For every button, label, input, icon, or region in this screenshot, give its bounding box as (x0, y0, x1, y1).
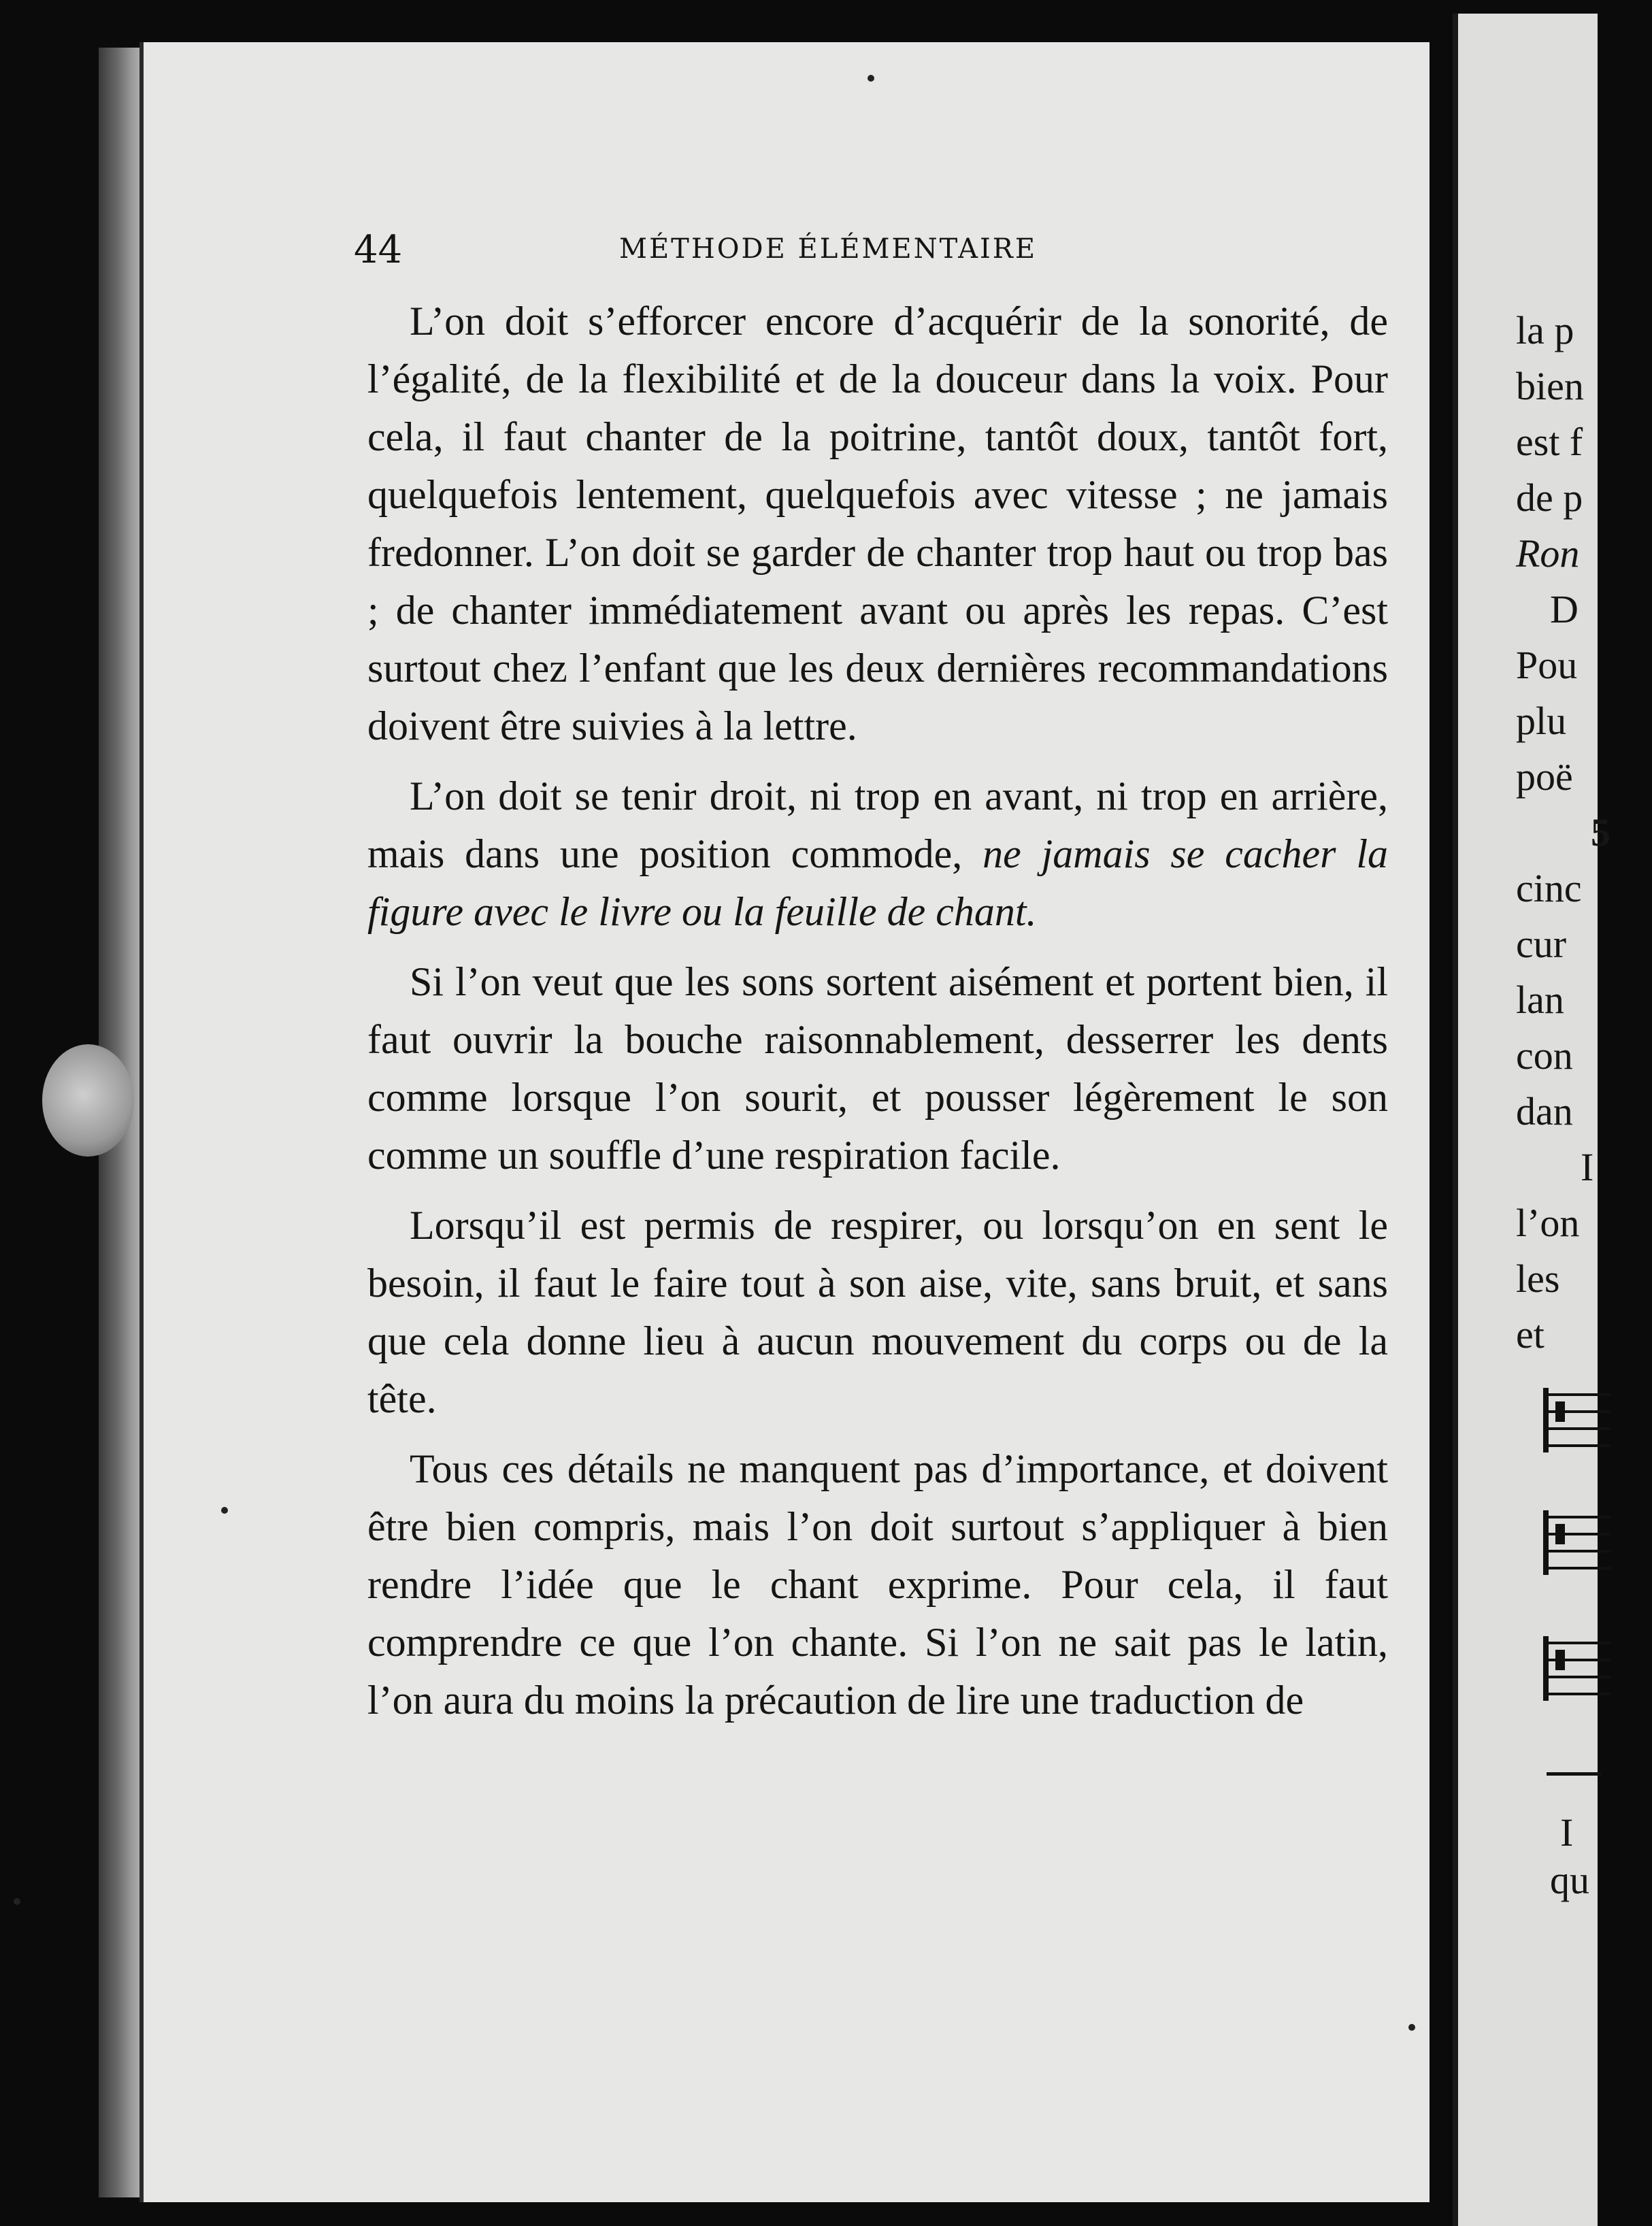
opposite-line: est f (1516, 420, 1583, 464)
music-staff-fragment (1536, 1504, 1611, 1599)
paragraph-text: Si l’on veut que les sons sortent aisément et portent bien, il faut ouvrir la bouche raisonnablement, desserrer les dents comme lorsque l’on sourit, et pousser légèrement le son comme un souffle d’une respiration facile. (367, 959, 1388, 1178)
opposite-line: cur (1516, 922, 1567, 966)
music-staff-fragment (1536, 1381, 1611, 1476)
speck (221, 1507, 228, 1514)
paragraph (367, 953, 1388, 1184)
opposite-line: Pou (1516, 643, 1578, 687)
opposite-line: plu (1516, 699, 1567, 743)
opposite-line: poë (1516, 754, 1573, 799)
paragraph-italic-text: ne jamais se cacher la figure avec le livre ou la feuille de chant. (367, 831, 1388, 934)
paragraph-text: L’on doit s’efforcer encore d’acquérir de la sonorité, de l’égalité, de la flexibilité et de la douceur dans la voix. Pour cela, il faut chanter de la poitrine, tantôt doux, tantôt fort, quelquefois lentement, quelquefois avec vitesse ; ne jamais fredonner. L’on doit se garder de chanter trop haut ou trop bas ; de chanter immédiatement avant ou après les repas. C’est surtout chez l’enfant que les deux dernières recommandations doivent être suivies à la lettre. (367, 299, 1388, 748)
opposite-page-lines (1516, 303, 1652, 1363)
page-header (354, 228, 1374, 282)
opposite-line: l’on (1516, 1201, 1580, 1245)
opposite-line: bien (1516, 364, 1584, 408)
paragraph (367, 1440, 1388, 1729)
paragraph (367, 293, 1388, 755)
page-number: 44 (354, 228, 403, 272)
opposite-line: Ron (1516, 531, 1580, 576)
opposite-line: cinc (1516, 866, 1582, 910)
opposite-line: con (1516, 1033, 1573, 1078)
opposite-line: lan (1516, 978, 1564, 1022)
speck (14, 1898, 20, 1905)
paragraph-text: Tous ces détails ne manquent pas d’importance, et doivent être bien compris, mais l’on doit surtout s’appliquer à bien rendre l’idée que le chant exprime. Pour cela, il faut comprendre ce que l’on chante. Si l’on ne sait pas le latin, l’on aura du moins la précaution de lire une traduction de (367, 1446, 1388, 1723)
opposite-line: de p (1516, 476, 1583, 520)
speck (1408, 2024, 1415, 2031)
running-title: MÉTHODE ÉLÉMENTAIRE (619, 233, 1038, 265)
opposite-line: I (1581, 1145, 1594, 1189)
opposite-line: qu (1550, 1858, 1589, 1902)
opposite-line: 5 (1591, 810, 1610, 854)
opposite-line: I (1560, 1810, 1574, 1855)
paragraph-text: Lorsqu’il est permis de respirer, ou lorsqu’on en sent le besoin, il faut le faire tout à son aise, vite, sans bruit, et sans que cela donne lieu à aucun mouvement du corps ou de la tête. (367, 1203, 1388, 1421)
paragraph (367, 1197, 1388, 1428)
paragraph-text: L’on doit se tenir droit, ni trop en avant, ni trop en arrière, mais dans une position commode, (367, 774, 1388, 876)
speck (868, 75, 874, 82)
paper-stain (42, 1044, 134, 1157)
opposite-page (1453, 14, 1610, 2226)
opposite-line: dan (1516, 1089, 1573, 1133)
opposite-line: les (1516, 1257, 1560, 1301)
opposite-line: la p (1516, 308, 1574, 352)
paragraph (367, 767, 1388, 941)
rule-line (1547, 1772, 1601, 1776)
opposite-line: D (1550, 587, 1579, 631)
music-staff-fragment (1536, 1629, 1611, 1725)
body-text (367, 293, 1388, 1729)
opposite-line: et (1516, 1312, 1544, 1357)
